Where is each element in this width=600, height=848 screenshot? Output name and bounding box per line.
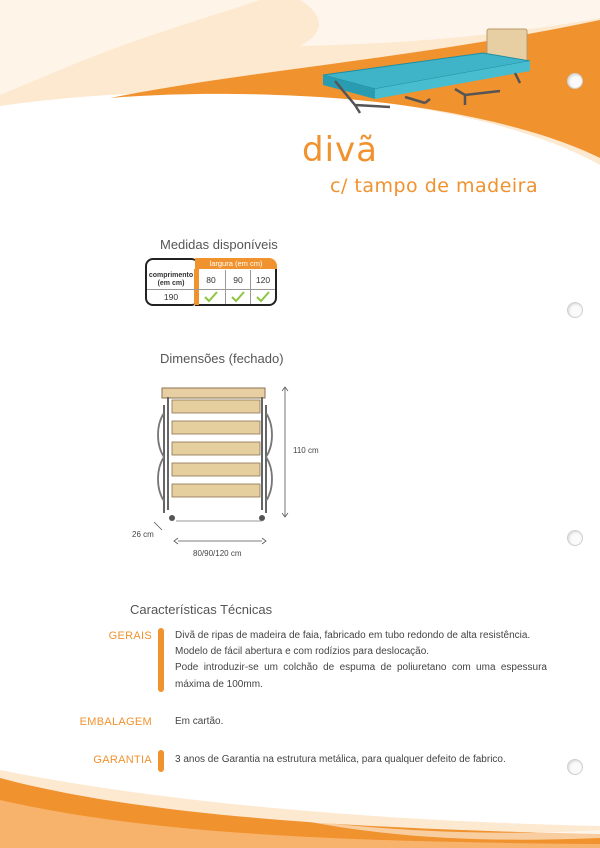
feature-heading-general: GERAIS <box>108 630 152 642</box>
check-icon <box>227 290 249 304</box>
height-dimension: 110 cm <box>293 446 319 455</box>
feature-line: Modelo de fácil abertura e com rodízios para deslocação. <box>175 646 430 658</box>
feature-heading-warranty: GARANTIA <box>93 754 152 766</box>
feature-heading-packaging: EMBALAGEM <box>79 716 152 728</box>
depth-dimension: 26 cm <box>132 530 154 539</box>
diva-bed-illustration <box>315 25 540 120</box>
check-icon <box>252 290 274 304</box>
feature-text-packaging <box>175 714 547 730</box>
product-subtitle: c/ tampo de madeira <box>330 175 539 197</box>
sizes-table <box>145 258 277 306</box>
width-90: 90 <box>233 275 243 285</box>
binder-hole-3 <box>567 530 583 546</box>
height-dimension-line <box>280 385 290 519</box>
length-header: comprimento (em cm) <box>148 272 194 287</box>
footer-swoosh <box>0 760 600 848</box>
width-120: 120 <box>255 275 271 285</box>
binder-hole-2 <box>567 302 583 318</box>
feature-line: Divã de ripas de madeira de faia, fabricado em tubo redondo de alta resistência. <box>175 630 531 641</box>
dimensions-label: Dimensões (fechado) <box>160 351 284 366</box>
binder-hole-1 <box>567 73 583 89</box>
sizes-col-divider-1 <box>225 270 226 304</box>
sizes-label: Medidas disponíveis <box>160 237 278 252</box>
length-190: 190 <box>163 292 179 302</box>
feature-line: 3 anos de Garantia na estrutura metálica, para qualquer defeito de fabrico. <box>175 754 506 765</box>
feature-line: Pode introduzir-se um colchão de espuma de poliuretano com uma espessura máxima de 100mm. <box>175 662 547 690</box>
width-dimension: 80/90/120 cm <box>193 549 242 558</box>
feature-line: Em cartão. <box>175 716 224 727</box>
check-icon <box>200 290 222 304</box>
width-80: 80 <box>206 275 216 285</box>
folded-bed-drawing <box>150 385 290 545</box>
feature-text-general <box>175 628 547 693</box>
feature-bar-general <box>158 628 164 692</box>
sizes-col-divider-2 <box>250 270 251 304</box>
features-label: Características Técnicas <box>130 602 273 617</box>
width-header: largura (em cm) <box>195 258 277 269</box>
product-title: divã <box>302 130 378 170</box>
